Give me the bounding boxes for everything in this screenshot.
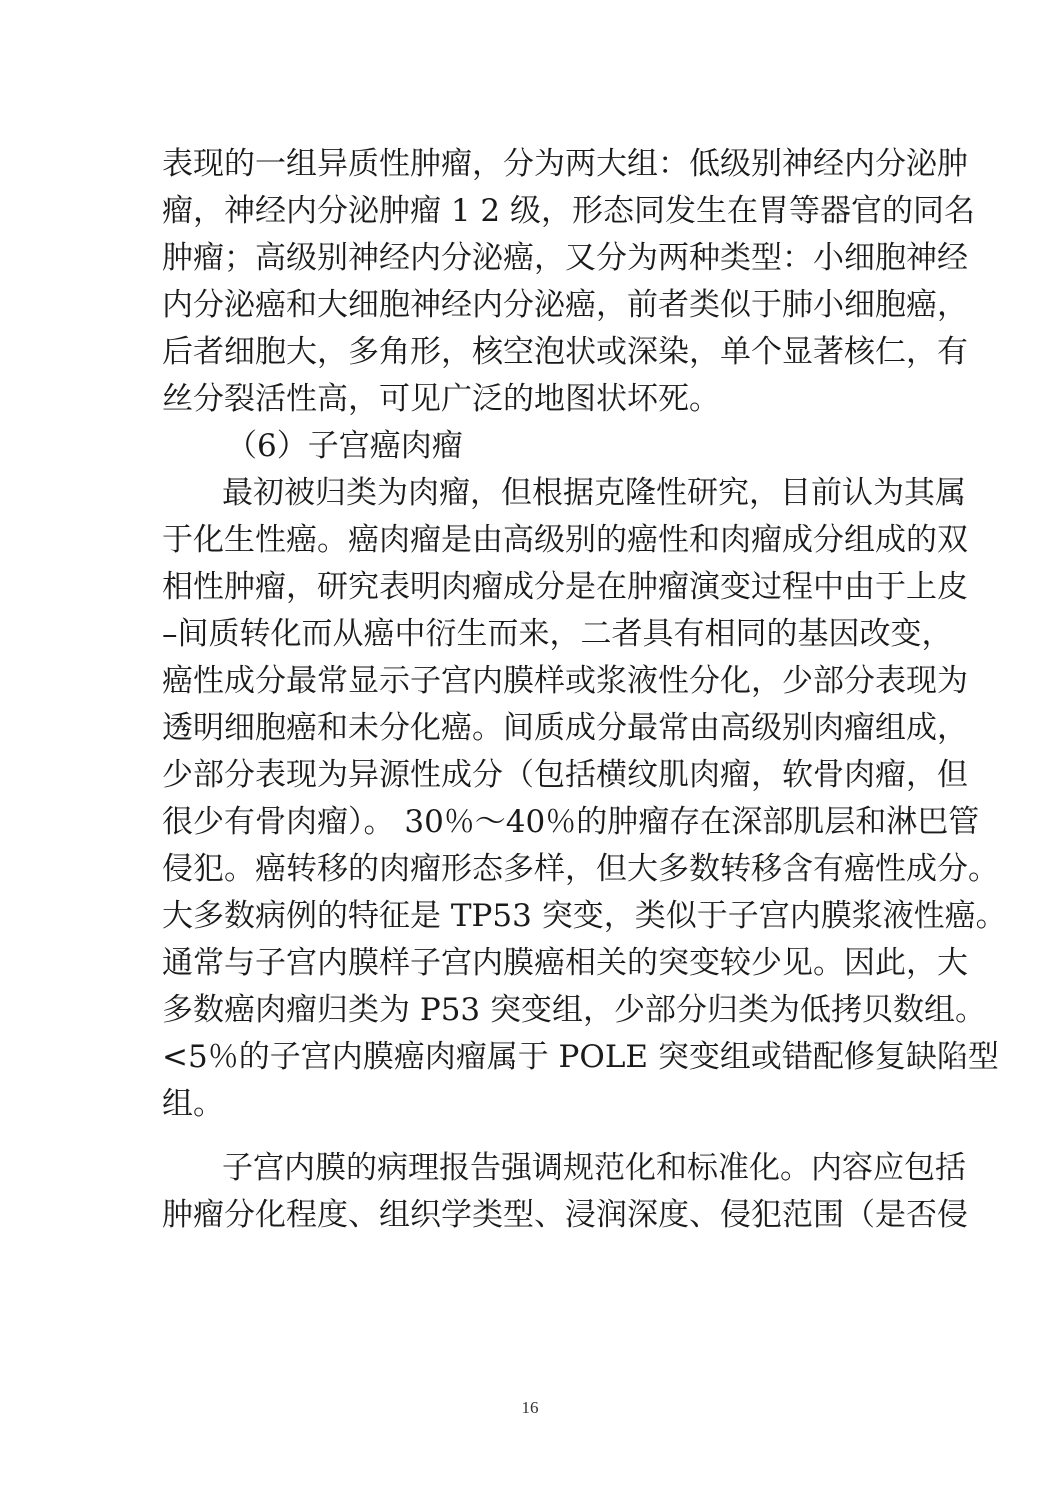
paragraph-line: 大多数病例的特征是 TP53 突变，类似于子宫内膜浆液性癌。: [162, 898, 1007, 934]
paragraph-line: 瘤，神经内分泌肿瘤 1 2 级，形态同发生在胃等器官的同名: [162, 193, 976, 229]
paragraph-line: 丝分裂活性高，可见广泛的地图状坏死。: [162, 381, 720, 417]
paragraph-line: 肿瘤分化程度、组织学类型、浸润深度、侵犯范围（是否侵: [162, 1197, 968, 1233]
paragraph-line: 于化生性癌。癌肉瘤是由高级别的癌性和肉瘤成分组成的双: [162, 522, 968, 558]
page-number: 16: [521, 1398, 539, 1417]
paragraph-line: 内分泌癌和大细胞神经内分泌癌，前者类似于肺小细胞癌，: [162, 287, 968, 323]
paragraph-line: 肿瘤；高级别神经内分泌癌，又分为两种类型：小细胞神经: [162, 240, 968, 276]
paragraph-line: 多数癌肉瘤归类为 P53 突变组，少部分归类为低拷贝数组。: [162, 992, 987, 1028]
paragraph-line: 后者细胞大，多角形，核空泡状或深染，单个显著核仁，有: [162, 334, 968, 370]
paragraph-line: 相性肿瘤，研究表明肉瘤成分是在肿瘤演变过程中由于上皮: [162, 569, 968, 605]
paragraph-line: 透明细胞癌和未分化癌。间质成分最常由高级别肉瘤组成，: [162, 710, 968, 746]
paragraph-line: <5％的子宫内膜癌肉瘤属于 POLE 突变组或错配修复缺陷型: [162, 1039, 999, 1075]
paragraph-line: 通常与子宫内膜样子宫内膜癌相关的突变较少见。因此，大: [162, 945, 968, 981]
paragraph-line: 组。: [162, 1086, 224, 1122]
paragraph-line: 最初被归类为肉瘤，但根据克隆性研究，目前认为其属: [222, 475, 966, 511]
paragraph-line: 子宫内膜的病理报告强调规范化和标准化。内容应包括: [222, 1150, 966, 1186]
section-heading: （6）子宫癌肉瘤: [226, 428, 463, 464]
paragraph-line: 侵犯。癌转移的肉瘤形态多样，但大多数转移含有癌性成分。: [162, 851, 999, 887]
paragraph-line: –间质转化而从癌中衍生而来，二者具有相同的基因改变，: [162, 616, 953, 652]
paragraph-line: 癌性成分最常显示子宫内膜样或浆液性分化，少部分表现为: [162, 663, 968, 699]
paragraph-line: 表现的一组异质性肿瘤，分为两大组：低级别神经内分泌肿: [162, 146, 968, 182]
paragraph-line: 少部分表现为异源性成分（包括横纹肌肉瘤，软骨肉瘤，但: [162, 757, 968, 793]
paragraph-line: 很少有骨肉瘤）。 30％～40％的肿瘤存在深部肌层和淋巴管: [162, 804, 980, 840]
